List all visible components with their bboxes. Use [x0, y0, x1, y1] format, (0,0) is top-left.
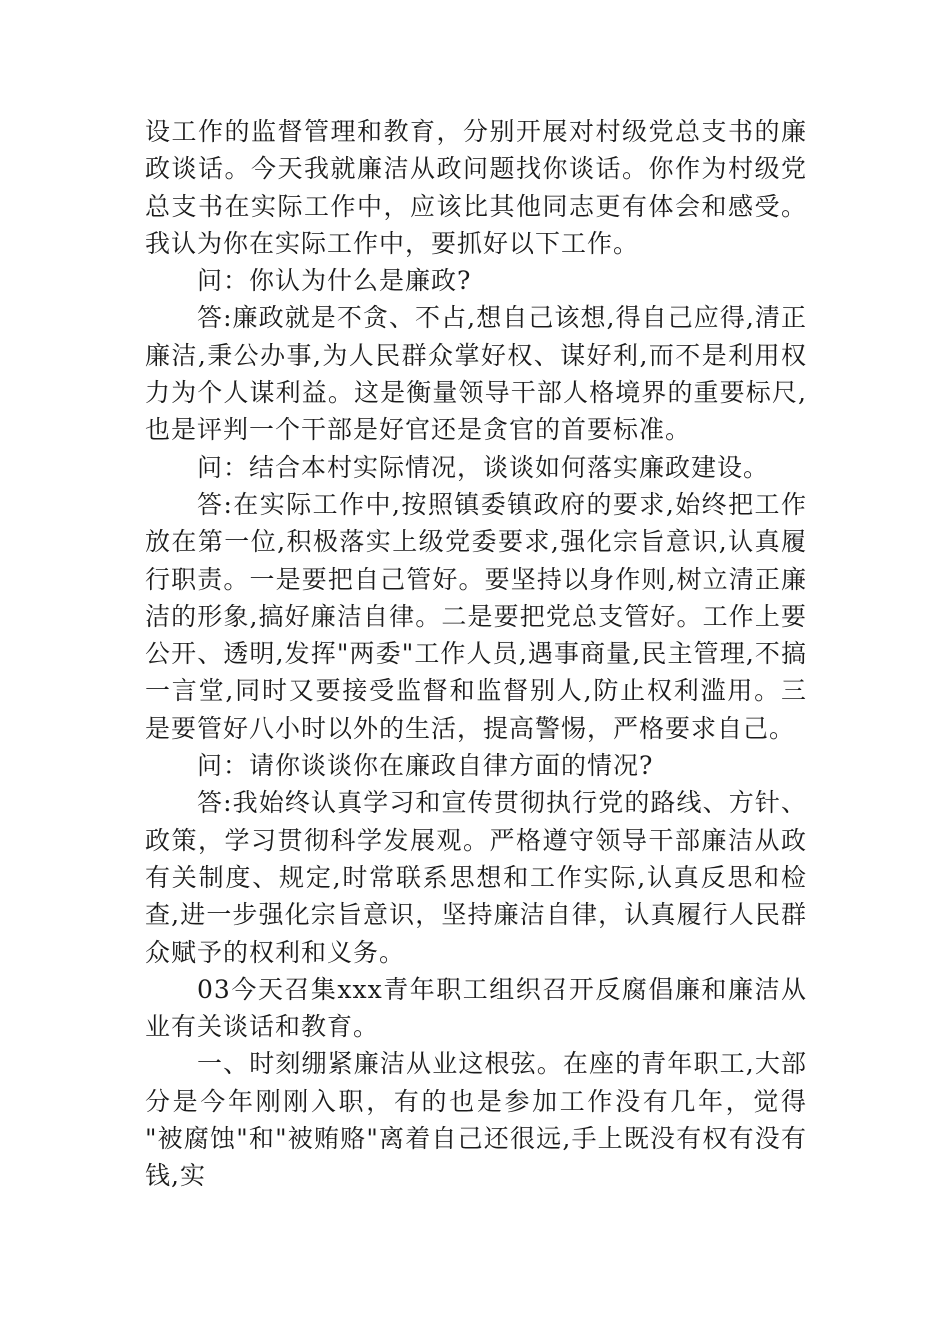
document-body	[145, 113, 807, 1195]
paragraph-intro: 设工作的监督管理和教育，分别开展对村级党总支书的廉政谈话。今天我就廉洁从政问题找你谈话。你作为村级党总支书在实际工作中，应该比其他同志更有体会和感受。我认为你在实际工作中，要抓好以下工作。	[145, 117, 807, 258]
paragraph-answer-3: 答:我始终认真学习和宣传贯彻执行党的路线、方针、政策，学习贯彻科学发展观。严格遵守领导干部廉洁从政有关制度、规定,时常联系思想和工作实际,认真反思和检查,进一步强化宗旨意识，坚持廉洁自律，认真履行人民群众赋予的权利和义务。	[145, 788, 807, 967]
paragraph-question-2: 问：结合本村实际情况，谈谈如何落实廉政建设。	[197, 452, 770, 482]
paragraph-answer-1: 答:廉政就是不贪、不占,想自己该想,得自己应得,清正廉洁,秉公办事,为人民群众掌好权、谋好利,而不是利用权力为个人谋利益。这是衡量领导干部人格境界的重要标尺,也是评判一个干部是好官还是贪官的首要标准。	[145, 303, 807, 445]
paragraph-question-3: 问：请你谈谈你在廉政自律方面的情况?	[197, 751, 654, 781]
paragraph-question-1: 问：你认为什么是廉政?	[197, 266, 472, 296]
paragraph-section-03: 03今天召集xxx青年职工组织召开反腐倡廉和廉洁从业有关谈话和教育。	[145, 974, 807, 1042]
paragraph-answer-2: 答:在实际工作中,按照镇委镇政府的要求,始终把工作放在第一位,积极落实上级党委要求,强化宗旨意识,认真履行职责。一是要把自己管好。要坚持以身作则,树立清正廉洁的形象,搞好廉洁自律。二是要把党总支管好。工作上要公开、透明,发挥"两委"工作人员,遇事商量,民主管理,不搞一言堂,同时又要接受监督和监督别人,防止权利滥用。三是要管好八小时以外的生活，提高警惕，严格要求自己。	[145, 489, 807, 743]
paragraph-point-1: 一、时刻绷紧廉洁从业这根弦。在座的青年职工,大部分是今年刚刚入职，有的也是参加工作没有几年，觉得 "被腐蚀"和"被贿赂"离着自己还很远,手上既没有权有没有钱,实	[145, 1049, 807, 1191]
